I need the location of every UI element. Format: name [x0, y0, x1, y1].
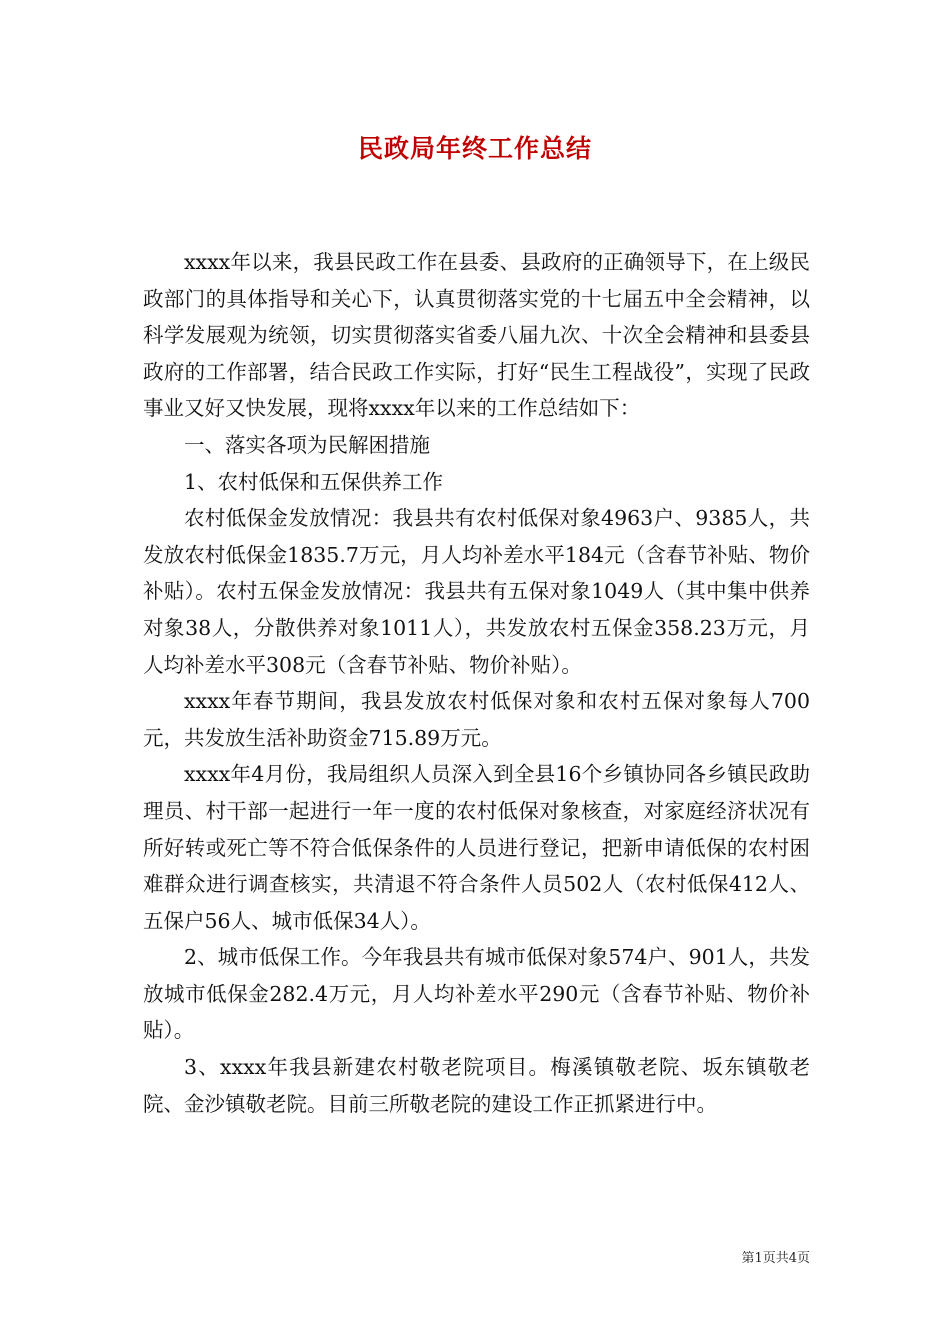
- subsection-heading-1: 1、农村低保和五保供养工作: [184, 469, 444, 494]
- section-heading-1: 一、落实各项为民解困措施: [184, 432, 430, 457]
- paragraph-april-check: xxxx年4月份，我局组织人员深入到全县16个乡镇协同各乡镇民政助理员、村干部一起进行一年一度的农村低保对象核查，对家庭经济状况有所好转或死亡等不符合低保条件的人员进行登记，把新申请低保的农村困难群众进行调查核实，共清退不符合条件人员502人（农村低保412人、五保户56人、城市低保34人）。: [143, 762, 810, 933]
- document-title: 民政局年终工作总结: [357, 134, 592, 163]
- paragraph-intro: xxxx年以来，我县民政工作在县委、县政府的正确领导下，在上级民政部门的具体指导和关心下，认真贯彻落实党的十七届五中全会精神，以科学发展观为统领，切实贯彻落实省委八届九次、十次全会精神和县委县政府的工作部署，结合民政工作实际，打好“民生工程战役”，实现了民政事业又好又快发展，现将xxxx年以来的工作总结如下：: [143, 250, 810, 421]
- paragraph-rural-subsidy: 农村低保金发放情况：我县共有农村低保对象4963户、9385人，共发放农村低保金1835.7万元，月人均补差水平184元（含春节补贴、物价补贴）。农村五保金发放情况：我县共有五保对象1049人（其中集中供养对象38人，分散供养对象1011人），共发放农村五保金358.23万元，月人均补差水平308元（含春节补贴、物价补贴）。: [143, 506, 810, 677]
- document-body: [143, 244, 810, 1122]
- paragraph-spring-festival: xxxx年春节期间，我县发放农村低保对象和农村五保对象每人700元，共发放生活补助资金715.89万元。: [143, 689, 810, 750]
- paragraph-nursing-homes: 3、xxxx年我县新建农村敬老院项目。梅溪镇敬老院、坂东镇敬老院、金沙镇敬老院。目前三所敬老院的建设工作正抓紧进行中。: [143, 1055, 810, 1116]
- paragraph-urban-subsidy: 2、城市低保工作。今年我县共有城市低保对象574户、901人，共发放城市低保金282.4万元，月人均补差水平290元（含春节补贴、物价补贴）。: [143, 945, 810, 1043]
- page-number: 第1页共4页: [741, 1251, 810, 1266]
